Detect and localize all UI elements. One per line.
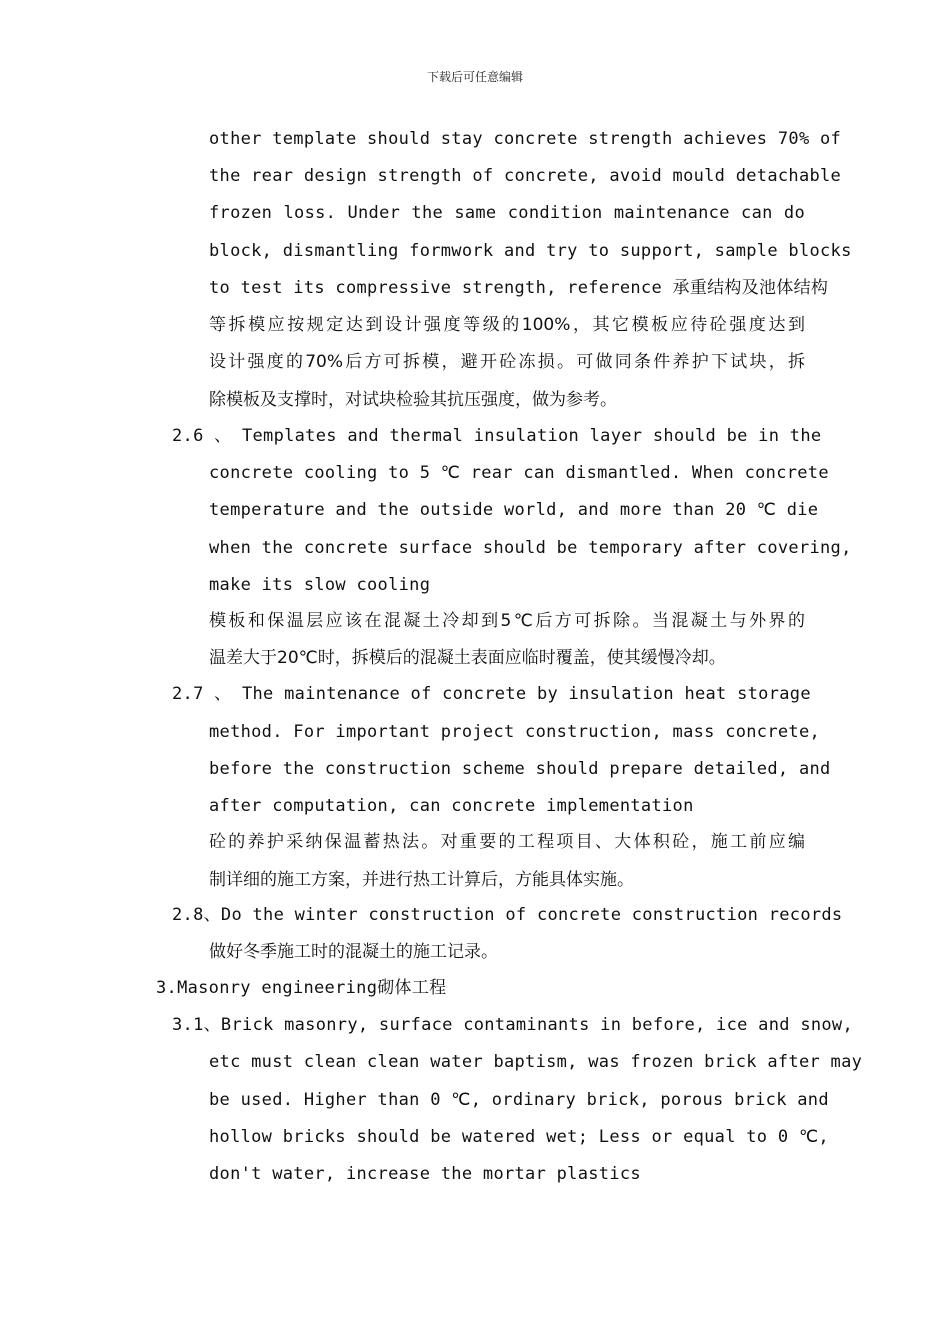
paragraph-line: block, dismantling formwork and try to support, sample blocks [209, 241, 852, 261]
paragraph-line: method. For important project construction, mass concrete, [209, 722, 821, 742]
paragraph-line: 设计强度的70%后方可拆模，避开砼冻损。可做同条件养护下试块，拆 [209, 352, 805, 372]
section-heading-3-1: 3.1、Brick masonry, surface contaminants in before, ice and snow, [172, 1015, 853, 1035]
paragraph-line: be used. Higher than 0 ℃, ordinary brick, porous brick and [209, 1090, 829, 1110]
section-heading-2-6: 2.6 、 Templates and thermal insulation layer should be in the [172, 426, 822, 446]
paragraph-line: concrete cooling to 5 ℃ rear can dismantled. When concrete [209, 463, 829, 483]
paragraph-line: etc must clean clean water baptism, was frozen brick after may [209, 1052, 863, 1072]
paragraph-line: 等拆模应按规定达到设计强度等级的100%，其它模板应待砼强度达到 [209, 315, 805, 335]
paragraph-line: before the construction scheme should prepare detailed, and [209, 759, 831, 779]
paragraph-line: when the concrete surface should be temporary after covering, [209, 538, 852, 558]
paragraph-line: other template should stay concrete strength achieves 70% of [209, 129, 842, 149]
paragraph-line: 制详细的施工方案，并进行热工计算后，方能具体实施。 [209, 870, 634, 890]
paragraph-line: 除模板及支撑时，对试块检验其抗压强度，做为参考。 [209, 390, 617, 410]
paragraph-line: to test its compressive strength, reference 承重结构及池体结构 [209, 278, 829, 298]
paragraph-line: hollow bricks should be watered wet; Less or equal to 0 ℃, [209, 1127, 829, 1147]
paragraph-line: 砼的养护采纳保温蓄热法。对重要的工程项目、大体积砼，施工前应编 [209, 832, 805, 852]
paragraph-line: 模板和保温层应该在混凝土冷却到5℃后方可拆除。当混凝土与外界的 [209, 611, 805, 631]
paragraph-line: frozen loss. Under the same condition maintenance can do [209, 203, 805, 223]
paragraph-line: 做好冬季施工时的混凝土的施工记录。 [209, 942, 498, 962]
section-heading-2-7: 2.7 、 The maintenance of concrete by insulation heat storage [172, 684, 811, 704]
paragraph-line: don't water, increase the mortar plastics [209, 1164, 641, 1184]
section-heading-3: 3.Masonry engineering砌体工程 [156, 978, 447, 998]
paragraph-line: temperature and the outside world, and more than 20 ℃ die [209, 500, 819, 520]
paragraph-line: make its slow cooling [209, 575, 431, 595]
paragraph-line: after computation, can concrete implementation [209, 796, 694, 816]
section-heading-2-8: 2.8、Do the winter construction of concrete construction records [172, 905, 843, 925]
page-header: 下载后可任意编辑 [426, 70, 523, 84]
paragraph-line: the rear design strength of concrete, avoid mould detachable [209, 166, 842, 186]
paragraph-line: 温差大于20℃时，拆模后的混凝土表面应临时覆盖，使其缓慢冷却。 [209, 648, 726, 668]
